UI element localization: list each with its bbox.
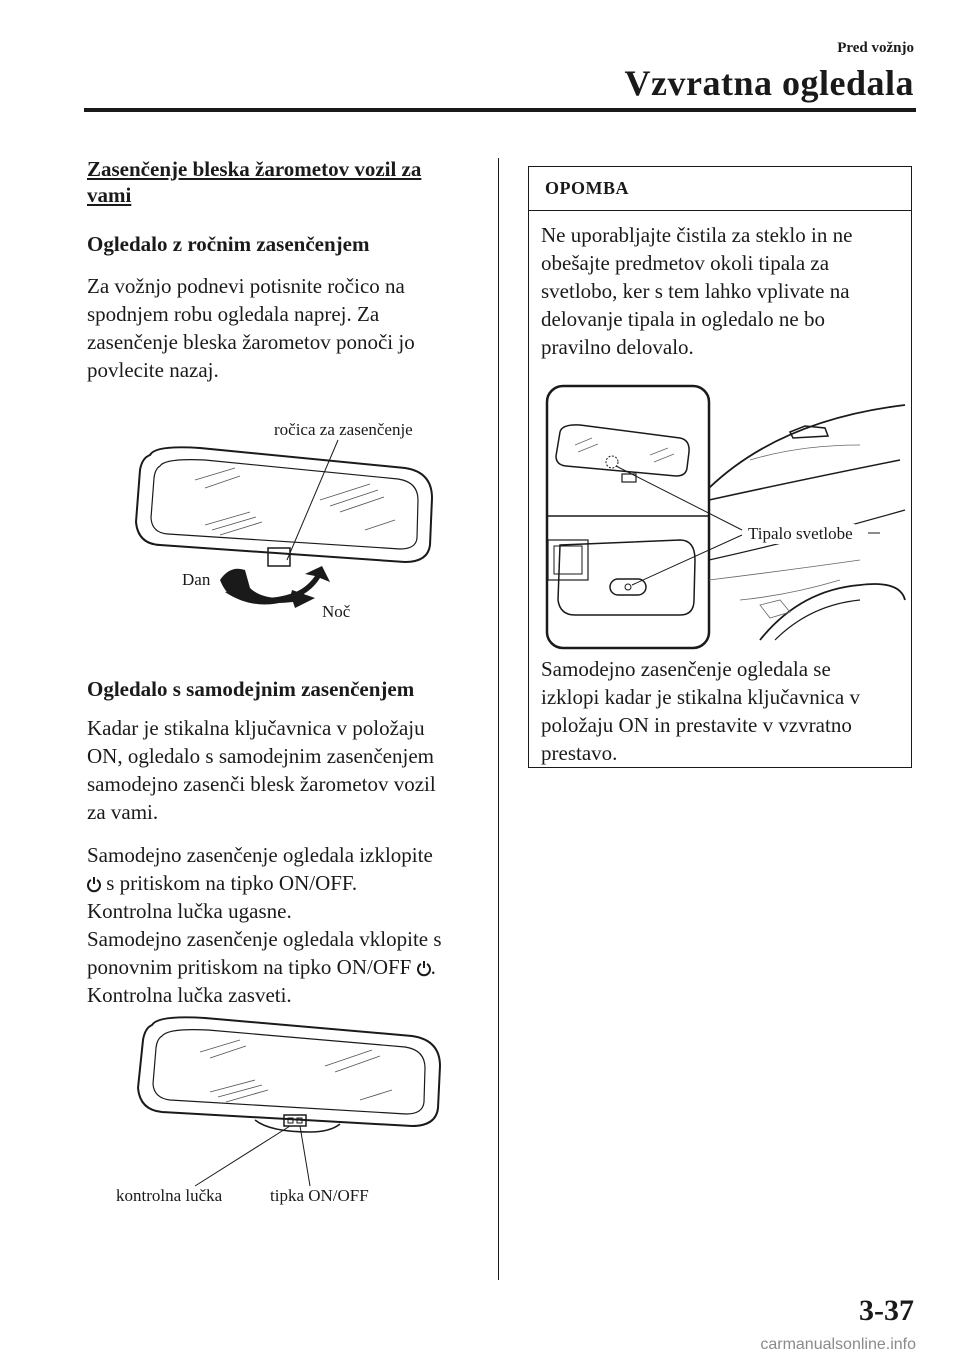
instruction-line-2: s pritiskom na tipko ON/OFF.: [106, 871, 358, 895]
section-title: Zasenčenje bleska žarometov vozil za vami: [87, 157, 422, 207]
button-label: tipka ON/OFF: [270, 1186, 369, 1205]
watermark: carmanualsonline.info: [760, 1336, 916, 1353]
manual-mirror-text: Za vožnjo podnevi potisnite ročico na spodnjem robu ogledala naprej. Za zasenčenje bleska žarometov ponoči jo povlecite nazaj.: [87, 274, 415, 382]
auto-mirror-heading: Ogledalo s samodejnim zasenčenjem: [87, 677, 415, 701]
note-after-text: Samodejno zasenčenje ogledala se izklopi kadar je stikalna ključavnica v položaju ON in prestavite v vzvratno prestavo.: [541, 657, 860, 765]
instruction-line-5: ponovnim pritiskom na tipko ON/OFF: [87, 955, 412, 979]
note-title: OPOMBA: [545, 178, 629, 198]
auto-mirror-instructions: Samodejno zasenčenje ogledala izklopite s pritiskom na tipko ON/OFF. Kontrolna lučka ugasne. Samodejno zasenčenje ogledala vklopite s ponovnim pritiskom na tipko ON/OFF . Kontrolna lučka zasveti.: [87, 843, 442, 1007]
light-sensor-label: Tipalo svetlobe: [748, 524, 853, 543]
page-number: 3-37: [859, 1294, 914, 1327]
lever-label: ročica za zasenčenje: [274, 420, 413, 439]
page-title: Vzvratna ogledala: [624, 63, 914, 103]
indicator-label: kontrolna lučka: [116, 1186, 223, 1205]
day-label: Dan: [182, 570, 211, 589]
night-label: Noč: [322, 602, 351, 621]
header-kicker: Pred vožnjo: [837, 40, 914, 56]
manual-mirror-heading: Ogledalo z ročnim zasenčenjem: [87, 232, 370, 256]
auto-mirror-text: Kadar je stikalna ključavnica v položaju ON, ogledalo s samodejnim zasenčenjem samodejno zasenči blesk žarometov vozil za vami.: [87, 716, 436, 824]
note-text: Ne uporabljajte čistila za steklo in ne obešajte predmetov okoli tipala za svetlobo, ker s tem lahko vplivate na delovanje tipala in ogledalo ne bo pravilno delovalo.: [541, 223, 853, 359]
